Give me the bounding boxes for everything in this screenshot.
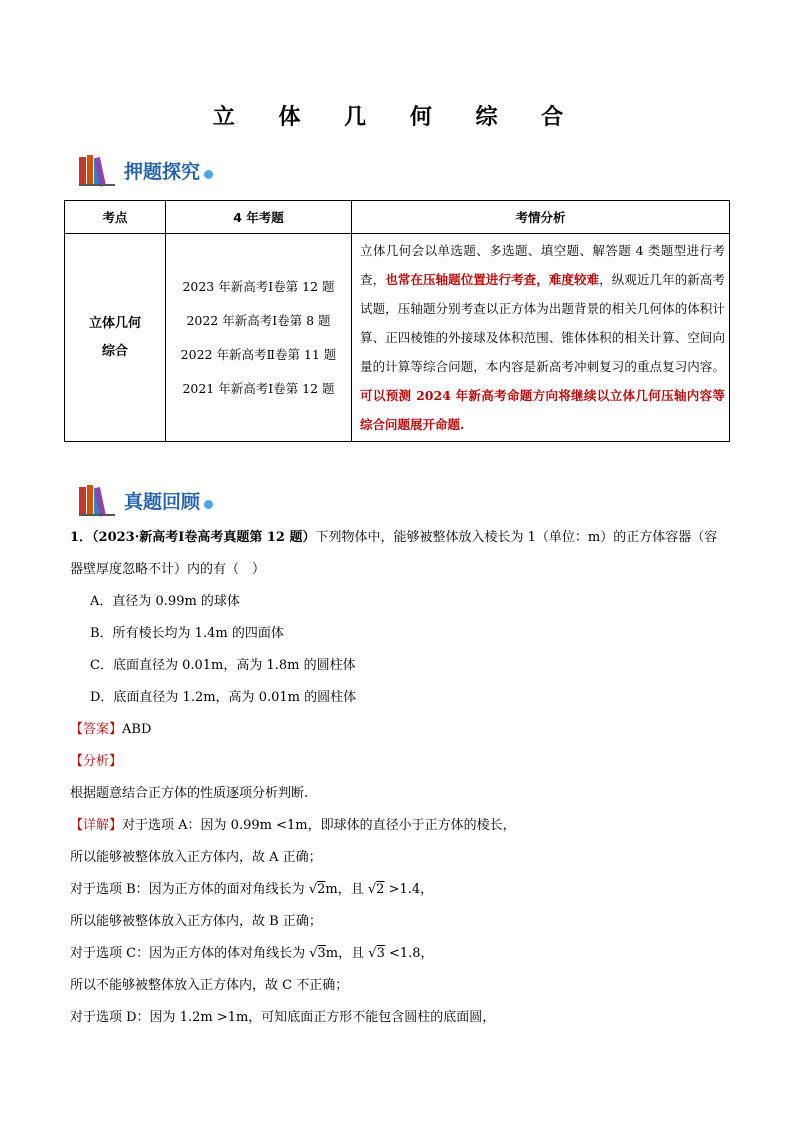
option-c: C．底面直径为 0.01m，高为 1.8m 的圆柱体 — [90, 658, 356, 673]
analysis-text: ，纵观近几年的新高考试题，压轴题分别考查以正方体为出题背景的相关几何体的体积计算、正四棱锥的外接球及体积范围、锥体体积的相关计算、空间向量的计算等综合问题，本内容是新高考冲刺复习的重点复习内容。 — [360, 272, 725, 374]
header-analysis: 考情分析 — [352, 201, 730, 234]
question-number: 1． — [70, 530, 93, 545]
header-topic: 考点 — [65, 201, 166, 234]
topic-cell — [65, 234, 166, 442]
detail-text: 对于选项 A：因为 0.99m <1m，即球体的直径小于正方体的棱长， — [122, 818, 516, 833]
detail-text: <1.8， — [384, 946, 434, 961]
answer-line — [70, 714, 730, 746]
sqrt-value: 3 — [376, 946, 385, 961]
detail-line: 所以不能够被整体放入正方体内，故 C 不正确； — [70, 978, 349, 993]
analysis-tag: 【分析】 — [70, 754, 123, 769]
bullet-dot-icon — [204, 170, 213, 179]
topic-line: 综合 — [101, 343, 128, 359]
question-text: 下列物体中，能够被整体放入棱长为 1（单位：m）的正方体容器（容器壁厚度忽略不计）内的有（ ） — [70, 530, 718, 577]
bullet-dot-icon — [204, 500, 213, 509]
books-icon — [78, 483, 120, 517]
books-icon — [78, 153, 120, 187]
option-b: B．所有棱长均为 1.4m 的四面体 — [90, 626, 284, 641]
page-title: 立 体 几 何 综 合 — [212, 105, 582, 130]
detail-line — [70, 810, 730, 842]
table-header-row — [65, 201, 730, 234]
detail-line: 所以能够被整体放入正方体内，故 A 正确； — [70, 850, 322, 865]
analysis-tag-line — [70, 746, 730, 778]
option-d: D．底面直径为 1.2m，高为 0.01m 的圆柱体 — [90, 690, 357, 705]
detail-text: m，且 — [325, 882, 368, 897]
analysis-highlight: 也常在压轴题位置进行考查，难度较难 — [385, 272, 600, 287]
question-block — [70, 522, 730, 1034]
question-stem — [70, 522, 730, 586]
table-row — [65, 234, 730, 442]
sqrt-value: 2 — [317, 882, 326, 897]
exam-item: 2021 年新高考Ⅰ卷第 12 题 — [182, 380, 335, 396]
answer-tag: 【答案】 — [70, 722, 123, 737]
detail-line: 对于选项 C：因为正方体的体对角线长为 √3m，且 √3 <1.8， — [70, 946, 434, 961]
exam-item: 2022 年新高考Ⅱ卷第 11 题 — [180, 346, 337, 362]
section-header-review — [78, 480, 213, 520]
section-title: 真题回顾 — [124, 490, 201, 513]
exam-item: 2022 年新高考Ⅰ卷第 8 题 — [186, 312, 331, 328]
detail-tag: 【详解】 — [70, 818, 123, 833]
exam-analysis-table — [64, 200, 730, 442]
analysis-cell — [352, 234, 730, 442]
exams-cell — [166, 234, 352, 442]
analysis-line: 根据题意结合正方体的性质逐项分析判断. — [70, 786, 309, 801]
question-source: （2023·新高考Ⅰ卷高考真题第 12 题） — [92, 530, 316, 545]
detail-line: 对于选项 D：因为 1.2m >1m，可知底面正方形不能包含圆柱的底面圆， — [70, 1010, 496, 1025]
analysis-highlight: 可以预测 2024 年新高考命题方向将继续以立体几何压轴内容等综合问题展开命题. — [360, 388, 725, 432]
exam-item: 2023 年新高考Ⅰ卷第 12 题 — [182, 278, 335, 294]
topic-line: 立体几何 — [88, 315, 141, 331]
detail-text: m，且 — [325, 946, 369, 961]
detail-text: 对于选项 C：因为正方体的体对角线长为 — [70, 946, 310, 961]
sqrt-value: 2 — [376, 882, 385, 897]
section-title: 押题探究 — [124, 160, 201, 183]
detail-line: 所以能够被整体放入正方体内，故 B 正确； — [70, 914, 322, 929]
sqrt-value: 3 — [317, 946, 326, 961]
detail-text: 对于选项 B：因为正方体的面对角线长为 — [70, 882, 309, 897]
analysis-text: 立体几何会以单选题、多选题、填空题、解答题 4 类题型进行考查， — [360, 243, 725, 287]
detail-text: >1.4， — [384, 882, 434, 897]
answer-value: ABD — [122, 722, 152, 737]
detail-line: 对于选项 B：因为正方体的面对角线长为 √2m，且 √2 >1.4， — [70, 882, 434, 897]
section-header-predict — [78, 150, 213, 190]
header-exams: 4 年考题 — [166, 201, 352, 234]
option-a: A．直径为 0.99m 的球体 — [90, 594, 240, 609]
